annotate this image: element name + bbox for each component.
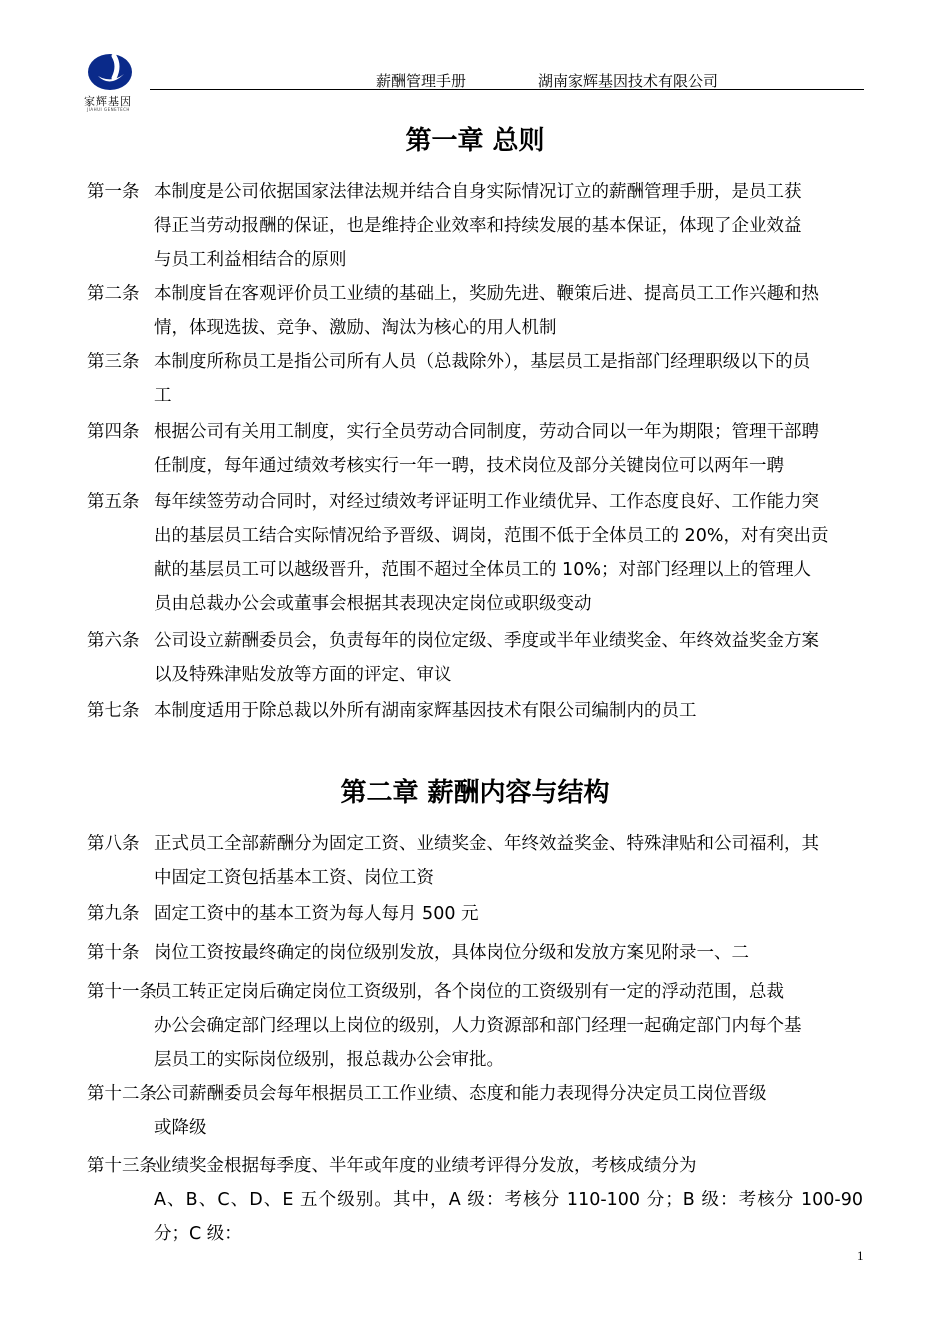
article-label: 第七条	[87, 701, 140, 721]
article	[87, 485, 863, 621]
header-title: 薪酬管理手册	[376, 72, 467, 90]
article-text: 正式员工全部薪酬分为固定工资、业绩奖金、年终效益奖金、特殊津贴和公司福利，其 中固定工资包括基本工资、岗位工资	[154, 834, 819, 888]
article	[87, 897, 863, 931]
article-text: 固定工资中的基本工资为每人每月 500 元	[154, 904, 479, 924]
article-text: 根据公司有关用工制度，实行全员劳动合同制度，劳动合同以一年为期限；管理干部聘 任制度，每年通过绩效考核实行一年一聘，技术岗位及部分关键岗位可以两年一聘	[154, 422, 819, 476]
chapter-heading: 第一章 总则	[405, 126, 545, 156]
article	[87, 1149, 863, 1251]
article-label: 第四条	[87, 422, 140, 442]
article	[87, 277, 863, 345]
article-label: 第十二条	[87, 1084, 157, 1104]
article-label: 第九条	[87, 904, 140, 924]
article-text: 业绩奖金根据每季度、半年或年度的业绩考评得分发放，考核成绩分为 A、B、C、D、E 五个级别。其中，A 级：考核分 110-100 分；B 级：考核分 100-90 分；C 级：	[154, 1156, 863, 1244]
article-text: 员工转正定岗后确定岗位工资级别，各个岗位的工资级别有一定的浮动范围，总裁 办公会确定部门经理以上岗位的级别，人力资源部和部门经理一起确定部门内每个基 层员工的实际岗位级别，报总裁办公会审批。	[154, 982, 802, 1070]
article-text: 本制度所称员工是指公司所有人员（总裁除外），基层员工是指部门经理职级以下的员 工	[154, 352, 811, 406]
article-text: 公司薪酬委员会每年根据员工工作业绩、态度和能力表现得分决定员工岗位晋级 或降级	[154, 1084, 767, 1138]
page-number: 1	[857, 1248, 864, 1263]
article-text: 本制度适用于除总裁以外所有湖南家辉基因技术有限公司编制内的员工	[154, 701, 697, 721]
article	[87, 624, 863, 692]
article	[87, 936, 863, 970]
article-label: 第十三条	[87, 1156, 157, 1176]
header-company: 湖南家辉基因技术有限公司	[538, 72, 719, 90]
article-label: 第三条	[87, 352, 140, 372]
article-label: 第二条	[87, 284, 140, 304]
article	[87, 415, 863, 483]
article-text: 每年续签劳动合同时，对经过绩效考评证明工作业绩优异、工作态度良好、工作能力突 出的基层员工结合实际情况给予晋级、调岗，范围不低于全体员工的 20%，对有突出贡 献的基层员工可以越级晋升，范围不超过全体员工的 10%；对部门经理以上的管理人 员由总裁办公会或董事会根据其表现决定岗位或职级变动	[154, 492, 829, 614]
article-text: 本制度是公司依据国家法律法规并结合自身实际情况订立的薪酬管理手册，是员工获 得正当劳动报酬的保证，也是维持企业效率和持续发展的基本保证，体现了企业效益 与员工利益相结合的原则	[154, 182, 802, 270]
article	[87, 694, 863, 728]
article-label: 第五条	[87, 492, 140, 512]
article	[87, 1077, 863, 1145]
article-text: 岗位工资按最终确定的岗位级别发放，具体岗位分级和发放方案见附录一、二	[154, 943, 749, 963]
header-divider	[150, 89, 864, 90]
article-label: 第一条	[87, 182, 140, 202]
logo-text: 家辉基因	[84, 95, 132, 108]
article	[87, 827, 863, 895]
article	[87, 345, 863, 413]
article	[87, 975, 863, 1077]
article-label: 第十一条	[87, 982, 157, 1002]
article-text: 公司设立薪酬委员会，负责每年的岗位定级、季度或半年业绩奖金、年终效益奖金方案 以及特殊津贴发放等方面的评定、审议	[154, 631, 819, 685]
article-label: 第十条	[87, 943, 140, 963]
logo-subtext: JIAHUI GENETECH	[87, 107, 130, 112]
article	[87, 175, 863, 277]
article-label: 第八条	[87, 834, 140, 854]
article-text: 本制度旨在客观评价员工业绩的基础上，奖励先进、鞭策后进、提高员工工作兴趣和热 情，体现选拔、竞争、激励、淘汰为核心的用人机制	[154, 284, 819, 338]
article-label: 第六条	[87, 631, 140, 651]
chapter-heading: 第二章 薪酬内容与结构	[340, 778, 610, 808]
